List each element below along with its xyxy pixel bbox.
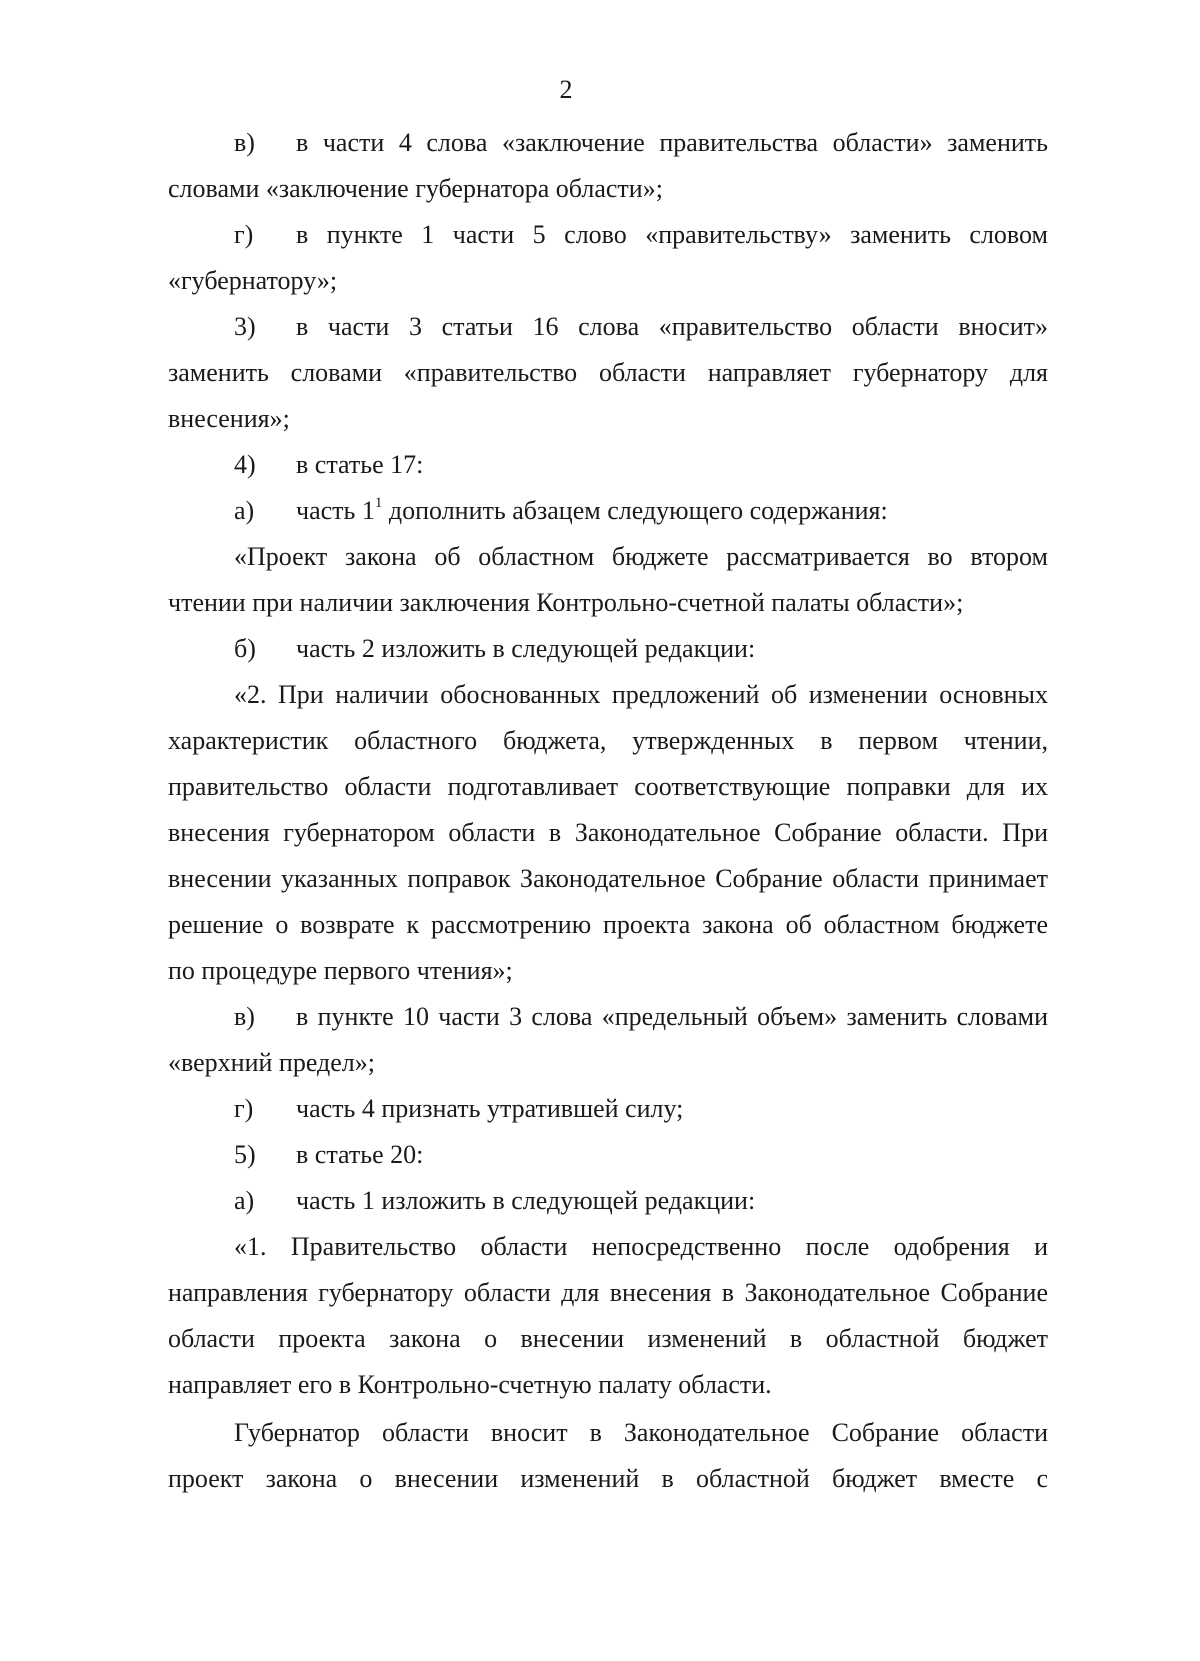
line-text: характеристик областного бюджета, утвержденных в первом чтении, bbox=[168, 726, 1048, 755]
list-item-line bbox=[168, 1086, 1048, 1132]
list-marker: в) bbox=[234, 128, 255, 157]
line-text: правительство области подготавливает соответствующие поправки для их bbox=[168, 772, 1048, 801]
line-text: «губернатору»; bbox=[168, 266, 338, 295]
line-text: часть 2 изложить в следующей редакции: bbox=[296, 634, 756, 663]
text-line bbox=[168, 810, 1048, 856]
line-text: внесения»; bbox=[168, 404, 290, 433]
text-line bbox=[168, 1316, 1048, 1362]
list-item-line bbox=[168, 120, 1048, 166]
list-item-line bbox=[168, 994, 1048, 1040]
text-line bbox=[168, 856, 1048, 902]
list-marker: а) bbox=[234, 496, 255, 525]
text-line bbox=[168, 580, 1048, 626]
list-item-line bbox=[168, 442, 1048, 488]
text-line bbox=[168, 718, 1048, 764]
list-item-line bbox=[168, 1178, 1048, 1224]
line-text: направления губернатору области для внесения в Законодательное Собрание bbox=[168, 1278, 1048, 1307]
line-text: в части 4 слова «заключение правительства области» заменить bbox=[296, 128, 1048, 157]
text-line bbox=[168, 534, 1048, 580]
list-item-line bbox=[168, 212, 1048, 258]
line-text: чтении при наличии заключения Контрольно-счетной палаты области»; bbox=[168, 588, 964, 617]
line-text: «2. При наличии обоснованных предложений об изменении основных bbox=[234, 680, 1048, 709]
line-text: заменить словами «правительство области направляет губернатору для bbox=[168, 358, 1048, 387]
list-item-line bbox=[168, 626, 1048, 672]
text-line bbox=[168, 1410, 1048, 1456]
list-item-line bbox=[168, 1132, 1048, 1178]
line-text: в пункте 10 части 3 слова «предельный объем» заменить словами bbox=[296, 1002, 1048, 1031]
line-text-part: часть 1 bbox=[296, 496, 375, 525]
line-text: Губернатор области вносит в Законодательное Собрание области bbox=[234, 1418, 1048, 1447]
list-marker: г) bbox=[234, 220, 254, 249]
line-text: проект закона о внесении изменений в областной бюджет вместе с bbox=[168, 1464, 1048, 1493]
line-text: области проекта закона о внесении изменений в областной бюджет bbox=[168, 1324, 1048, 1353]
text-line bbox=[168, 948, 1048, 994]
line-text: «верхний предел»; bbox=[168, 1048, 375, 1077]
line-text: внесении указанных поправок Законодательное Собрание области принимает bbox=[168, 864, 1048, 893]
text-line bbox=[168, 902, 1048, 948]
page-number: 2 bbox=[559, 75, 573, 104]
list-marker: б) bbox=[234, 634, 256, 663]
text-line bbox=[168, 1224, 1048, 1270]
document-body bbox=[168, 0, 1048, 1661]
text-line bbox=[168, 1040, 1048, 1086]
text-line bbox=[168, 396, 1048, 442]
line-text: в статье 17: bbox=[296, 450, 424, 479]
line-text: решение о возврате к рассмотрению проекта закона об областном бюджете bbox=[168, 910, 1048, 939]
line-text: часть 1 изложить в следующей редакции: bbox=[296, 1186, 756, 1215]
line-text: по процедуре первого чтения»; bbox=[168, 956, 513, 985]
list-marker: а) bbox=[234, 1186, 255, 1215]
line-text: словами «заключение губернатора области»; bbox=[168, 174, 663, 203]
line-text: «Проект закона об областном бюджете рассматривается во втором bbox=[234, 542, 1048, 571]
list-marker: 3) bbox=[234, 312, 256, 341]
line-text-part: дополнить абзацем следующего содержания: bbox=[382, 496, 888, 525]
line-text: в статье 20: bbox=[296, 1140, 424, 1169]
line-text: «1. Правительство области непосредственно после одобрения и bbox=[234, 1232, 1048, 1261]
line-text: в части 3 статьи 16 слова «правительство области вносит» bbox=[296, 312, 1048, 341]
text-line bbox=[168, 1456, 1048, 1502]
line-text: внесения губернатором области в Законодательное Собрание области. При bbox=[168, 818, 1048, 847]
superscript: 1 bbox=[374, 495, 383, 511]
text-line bbox=[168, 672, 1048, 718]
list-marker: в) bbox=[234, 1002, 255, 1031]
text-line bbox=[168, 258, 1048, 304]
text-line bbox=[168, 350, 1048, 396]
list-marker: 4) bbox=[234, 450, 256, 479]
text-line bbox=[168, 1362, 1048, 1408]
text-line bbox=[168, 764, 1048, 810]
list-marker: 5) bbox=[234, 1140, 256, 1169]
line-text: направляет его в Контрольно-счетную палату области. bbox=[168, 1370, 772, 1399]
line-text: часть 4 признать утратившей силу; bbox=[296, 1094, 684, 1123]
list-item-line bbox=[168, 304, 1048, 350]
text-line bbox=[168, 166, 1048, 212]
text-line bbox=[168, 1270, 1048, 1316]
list-item-line bbox=[168, 488, 1048, 534]
line-text bbox=[296, 488, 1048, 534]
list-marker: г) bbox=[234, 1094, 254, 1123]
line-text: в пункте 1 части 5 слово «правительству» заменить словом bbox=[296, 220, 1048, 249]
